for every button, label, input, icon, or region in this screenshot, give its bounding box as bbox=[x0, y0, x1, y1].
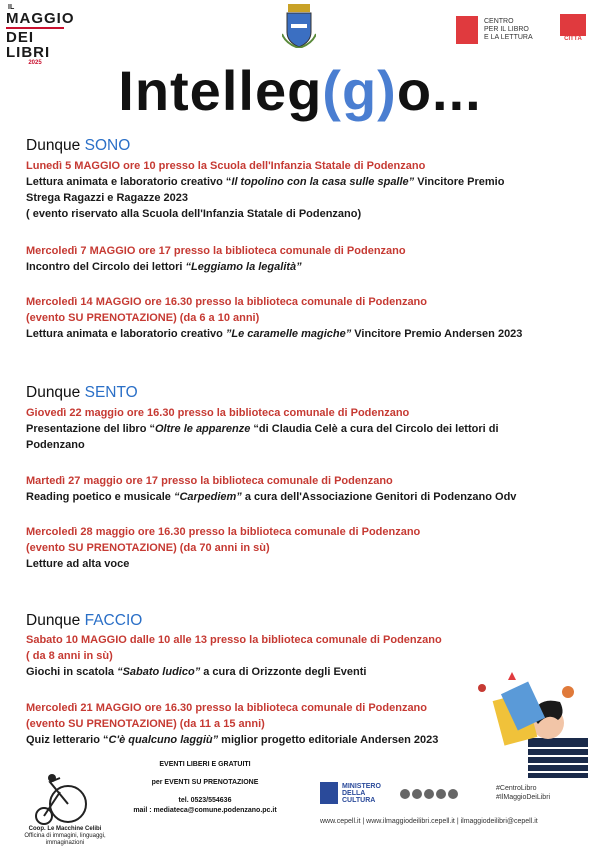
centro-libro-logo: CENTRO PER IL LIBRO E LA LETTURA bbox=[456, 14, 540, 48]
linkedin-icon[interactable] bbox=[424, 789, 434, 799]
event-5: Martedì 27 maggio ore 17 presso la biblioteca comunale di Podenzano Reading poetico e musicale “Carpediem” a cura dell'Associazione Genitori di Podenzano Odv bbox=[26, 475, 517, 503]
contact-email-link[interactable]: mail : mediateca@comune.podenzano.pc.it bbox=[133, 807, 277, 814]
social-icons bbox=[400, 786, 460, 804]
maggio-dei-libri-logo: IL MAGGIO DEI LIBRI 2025 bbox=[6, 4, 75, 66]
municipal-crest-icon bbox=[282, 4, 316, 48]
section-heading-sono: Dunque SONO bbox=[26, 137, 131, 154]
coop-logo: Coop. Le Macchine Celibi Officina di immagini, linguaggi, immaginazioni bbox=[30, 772, 100, 844]
footer-info: EVENTI LIBERI E GRATUITI per EVENTI SU PRENOTAZIONE tel. 0523/554636 mail : mediateca@comune.podenzano.pc.it bbox=[120, 760, 290, 816]
event-6: Mercoledì 28 maggio ore 16.30 presso la biblioteca comunale di Podenzano (evento SU PRENOTAZIONE) (da 70 anni in sù) Letture ad alta voce bbox=[26, 526, 421, 570]
event-3: Mercoledì 14 MAGGIO ore 16.30 presso la biblioteca comunale di Podenzano (evento SU PRENOTAZIONE) (da 6 a 10 anni) Lettura animata e laboratorio creativo ”Le caramelle magiche” Vincitore Premio Andersen 2023 bbox=[26, 296, 523, 340]
ministero-logo: MINISTERO DELLA CULTURA bbox=[320, 782, 384, 804]
section-heading-faccio: Dunque FACCIO bbox=[26, 612, 143, 629]
citta-che-legge-logo: CITTÀ bbox=[560, 14, 586, 46]
footer-urls[interactable]: www.cepell.it | www.ilmaggiodeilibri.cepell.it | ilmaggiodeilibri@cepell.it bbox=[320, 818, 538, 825]
instagram-icon[interactable] bbox=[412, 789, 422, 799]
section-heading-sento: Dunque SENTO bbox=[26, 384, 138, 401]
event-1: Lunedì 5 MAGGIO ore 10 presso la Scuola dell'Infanzia Statale di Podenzano Lettura animata e laboratorio creativo “Il topolino con la casa sulle spalle” Vincitore Premio Strega Ragazzi e Ragazze 2023 ( evento riservato alla Scuola dell'Infanzia Statale di Podenzano) bbox=[26, 160, 505, 220]
page-title: Intelleg(g)o... bbox=[118, 59, 482, 122]
event-8: Mercoledì 21 MAGGIO ore 16.30 presso la biblioteca comunale di Podenzano (evento SU PRENOTAZIONE) (da 11 a 15 anni) Quiz letterario “C'è qualcuno laggiù” miglior progetto editoriale Andersen 2023 bbox=[26, 702, 439, 746]
bicycle-icon bbox=[30, 772, 100, 826]
hashtags: #CentroLibro #IlMaggioDeiLibri bbox=[496, 785, 551, 801]
event-4: Giovedì 22 maggio ore 16.30 presso la biblioteca comunale di Podenzano Presentazione del libro “Oltre le apparenze “di Claudia Celè a cura del Circolo dei lettori di Podenzano bbox=[26, 407, 499, 451]
youtube-icon[interactable] bbox=[448, 789, 458, 799]
facebook-icon[interactable] bbox=[400, 789, 410, 799]
event-2: Mercoledì 7 MAGGIO ore 17 presso la biblioteca comunale di Podenzano Incontro del Circolo dei lettori “Leggiamo la legalità” bbox=[26, 245, 406, 273]
reader-illustration-icon bbox=[468, 668, 600, 778]
x-icon[interactable] bbox=[436, 789, 446, 799]
event-7: Sabato 10 MAGGIO dalle 10 alle 13 presso la biblioteca comunale di Podenzano ( da 8 anni in sù) Giochi in scatola “Sabato ludico” a cura di Orizzonte degli Eventi bbox=[26, 634, 442, 678]
